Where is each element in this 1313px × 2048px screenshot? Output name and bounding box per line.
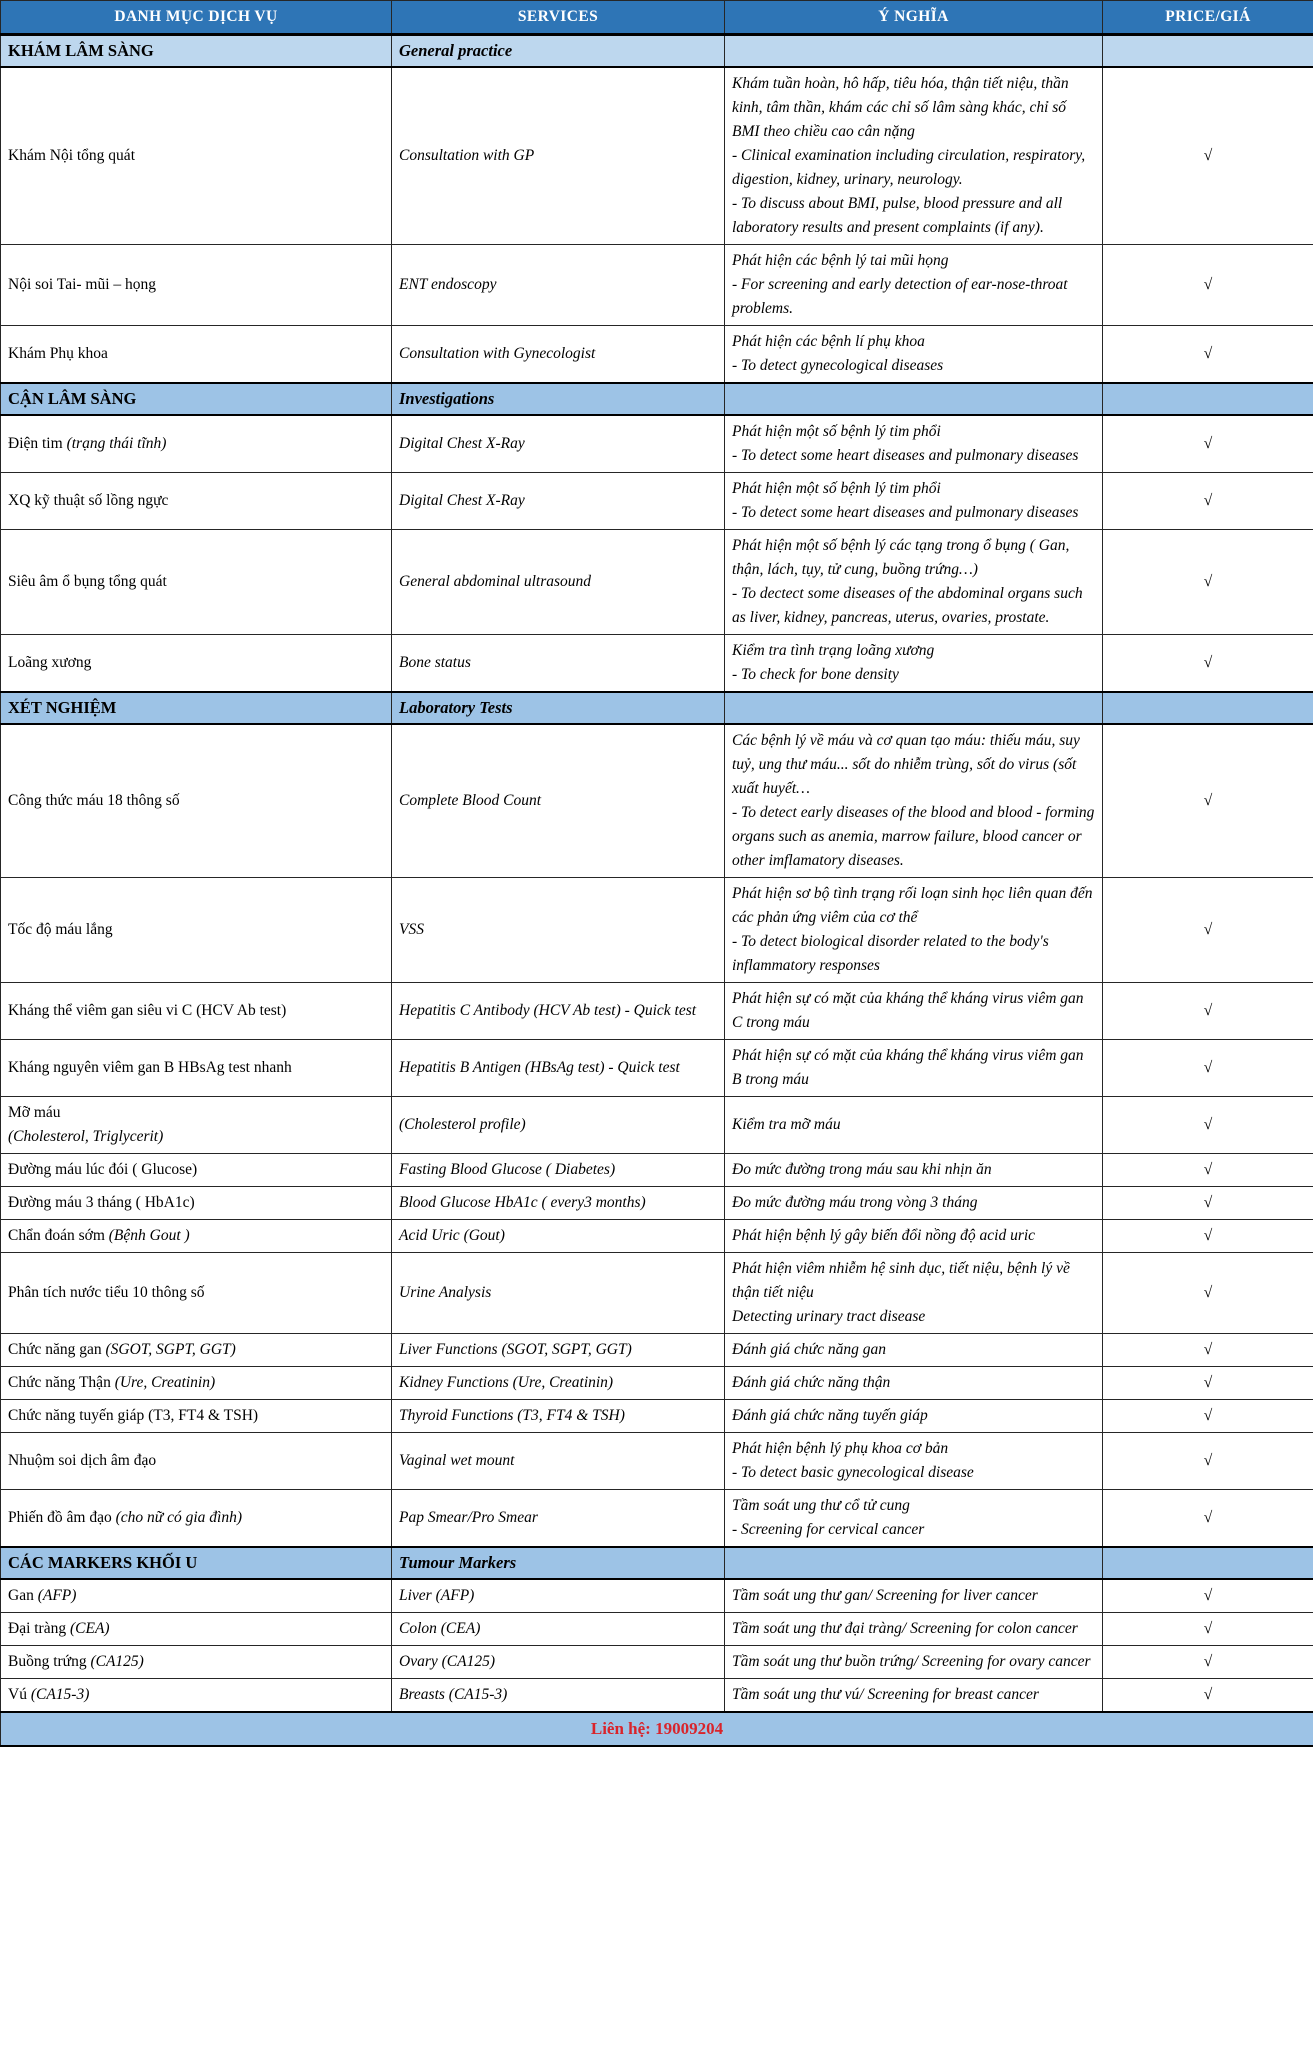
table-row xyxy=(1,415,1313,473)
category-note: (Bệnh Gout ) xyxy=(108,1227,190,1244)
category-note: (trạng thái tĩnh) xyxy=(66,435,167,452)
meaning-cell xyxy=(725,1679,1103,1713)
table-row xyxy=(1,245,1313,326)
service-cell: Kidney Functions (Ure, Creatinin) xyxy=(392,1367,725,1400)
table-row xyxy=(1,1097,1313,1154)
table-row xyxy=(1,473,1313,530)
table-row xyxy=(1,67,1313,245)
price-check-cell xyxy=(1103,1220,1313,1253)
section-empty-cell xyxy=(1103,383,1313,415)
category-note: (AFP) xyxy=(37,1587,77,1604)
meaning-line: - To detect some heart diseases and pulmonary diseases xyxy=(732,504,1079,521)
category-note: (SGOT, SGPT, GGT) xyxy=(105,1341,236,1358)
service-cell: ENT endoscopy xyxy=(392,245,725,326)
meaning-line: - To detect gynecological diseases xyxy=(732,357,944,374)
meaning-cell xyxy=(725,635,1103,693)
section-title-en: General practice xyxy=(392,35,725,68)
meaning-cell xyxy=(725,1187,1103,1220)
meaning-line: Đánh giá chức năng thận xyxy=(732,1374,891,1391)
category-cell xyxy=(1,67,392,245)
service-cell: Thyroid Functions (T3, FT4 & TSH) xyxy=(392,1400,725,1433)
category-cell xyxy=(1,1613,392,1646)
meaning-cell xyxy=(725,1097,1103,1154)
table-row xyxy=(1,1040,1313,1097)
meaning-line: Phát hiện một số bệnh lý tim phổi xyxy=(732,423,941,440)
category-note: (cho nữ có gia đình) xyxy=(115,1509,243,1526)
section-title-vi: XÉT NGHIỆM xyxy=(1,692,392,724)
category-name: Kháng thể viêm gan siêu vi C (HCV Ab test) xyxy=(8,1002,287,1019)
table-row xyxy=(1,1579,1313,1613)
check-icon: √ xyxy=(1203,345,1213,362)
check-icon: √ xyxy=(1203,147,1213,164)
meaning-line: Detecting urinary tract disease xyxy=(732,1308,926,1325)
check-icon: √ xyxy=(1203,1452,1213,1469)
meaning-line: Kiểm tra tình trạng loãng xương xyxy=(732,642,935,659)
category-name: Gan xyxy=(8,1587,34,1604)
category-name: Điện tim xyxy=(8,435,63,452)
section-title-vi: CÁC MARKERS KHỐI U xyxy=(1,1547,392,1579)
table-row xyxy=(1,1490,1313,1548)
price-check-cell xyxy=(1103,245,1313,326)
meaning-cell xyxy=(725,1367,1103,1400)
meaning-line: Phát hiện bệnh lý gây biến đổi nồng độ acid uric xyxy=(732,1227,1036,1244)
check-icon: √ xyxy=(1203,1653,1213,1670)
meaning-cell xyxy=(725,245,1103,326)
meaning-cell xyxy=(725,878,1103,983)
column-header-meaning: Ý NGHĨA xyxy=(725,1,1103,35)
section-empty-cell xyxy=(1103,692,1313,724)
check-icon: √ xyxy=(1203,492,1213,509)
check-icon: √ xyxy=(1203,921,1213,938)
check-icon: √ xyxy=(1203,1002,1213,1019)
meaning-cell xyxy=(725,1154,1103,1187)
meaning-line: - Clinical examination including circulation, respiratory, digestion, kidney, urinary, neurology. xyxy=(732,147,1086,188)
price-check-cell xyxy=(1103,67,1313,245)
check-icon: √ xyxy=(1203,792,1213,809)
price-check-cell xyxy=(1103,1433,1313,1490)
meaning-line: Tầm soát ung thư đại tràng/ Screening for colon cancer xyxy=(732,1620,1078,1637)
category-name: Chức năng Thận xyxy=(8,1374,111,1391)
table-row xyxy=(1,983,1313,1040)
category-note: (Ure, Creatinin) xyxy=(114,1374,216,1391)
section-row xyxy=(1,692,1313,724)
meaning-line: Tầm soát ung thư buồn trứng/ Screening for ovary cancer xyxy=(732,1653,1091,1670)
section-empty-cell xyxy=(725,1547,1103,1579)
category-cell xyxy=(1,1433,392,1490)
meaning-cell xyxy=(725,326,1103,384)
check-icon: √ xyxy=(1203,1407,1213,1424)
meaning-line: - To dectect some diseases of the abdominal organs such as liver, kidney, pancreas, uterus, ovaries, prostate. xyxy=(732,585,1083,626)
section-title-en: Laboratory Tests xyxy=(392,692,725,724)
column-header-price: PRICE/GIÁ xyxy=(1103,1,1313,35)
category-name: Kháng nguyên viêm gan B HBsAg test nhanh xyxy=(8,1059,292,1076)
meaning-line: Đo mức đường máu trong vòng 3 tháng xyxy=(732,1194,978,1211)
meaning-line: Phát hiện các bệnh lý tai mũi họng xyxy=(732,252,949,269)
category-cell xyxy=(1,1579,392,1613)
price-check-cell xyxy=(1103,1040,1313,1097)
meaning-line: - To check for bone density xyxy=(732,666,899,683)
meaning-line: - For screening and early detection of ear-nose-throat problems. xyxy=(732,276,1068,317)
column-header-category: DANH MỤC DỊCH VỤ xyxy=(1,1,392,35)
meaning-cell xyxy=(725,724,1103,878)
meaning-cell xyxy=(725,1646,1103,1679)
price-check-cell xyxy=(1103,415,1313,473)
service-cell: Acid Uric (Gout) xyxy=(392,1220,725,1253)
category-cell xyxy=(1,635,392,693)
category-cell xyxy=(1,1400,392,1433)
table-row xyxy=(1,1253,1313,1334)
check-icon: √ xyxy=(1203,276,1213,293)
service-cell: Digital Chest X-Ray xyxy=(392,473,725,530)
meaning-cell xyxy=(725,1040,1103,1097)
check-icon: √ xyxy=(1203,1620,1213,1637)
section-row xyxy=(1,35,1313,68)
service-cell: Hepatitis B Antigen (HBsAg test) - Quick test xyxy=(392,1040,725,1097)
footer-row xyxy=(1,1712,1313,1746)
meaning-cell xyxy=(725,1433,1103,1490)
meaning-line: Phát hiện một số bệnh lý các tạng trong ổ bụng ( Gan, thận, lách, tụy, tử cung, buồng trứng…) xyxy=(732,537,1070,578)
meaning-line: Đánh giá chức năng tuyến giáp xyxy=(732,1407,928,1424)
category-name: Loãng xương xyxy=(8,654,92,671)
category-cell xyxy=(1,983,392,1040)
service-cell: Bone status xyxy=(392,635,725,693)
price-check-cell xyxy=(1103,1367,1313,1400)
table-row xyxy=(1,1613,1313,1646)
meaning-cell xyxy=(725,1220,1103,1253)
category-cell xyxy=(1,1040,392,1097)
price-check-cell xyxy=(1103,724,1313,878)
meaning-line: - Screening for cervical cancer xyxy=(732,1521,925,1538)
category-name: Công thức máu 18 thông số xyxy=(8,792,180,809)
section-title-en: Tumour Markers xyxy=(392,1547,725,1579)
service-cell: Colon (CEA) xyxy=(392,1613,725,1646)
price-check-cell xyxy=(1103,1490,1313,1548)
section-empty-cell xyxy=(725,692,1103,724)
table-row xyxy=(1,1154,1313,1187)
check-icon: √ xyxy=(1203,573,1213,590)
meaning-line: - To detect biological disorder related to the body's inflammatory responses xyxy=(732,933,1049,974)
contact-info: Liên hệ: 19009204 xyxy=(1,1712,1313,1746)
category-name: Nội soi Tai- mũi – họng xyxy=(8,276,157,293)
table-row xyxy=(1,1334,1313,1367)
category-cell xyxy=(1,1187,392,1220)
category-name: Mỡ máu xyxy=(8,1104,61,1121)
table-row xyxy=(1,878,1313,983)
category-name: Chẩn đoán sớm xyxy=(8,1227,105,1244)
meaning-line: - To discuss about BMI, pulse, blood pressure and all laboratory results and present complaints (if any). xyxy=(732,195,1063,236)
meaning-cell xyxy=(725,983,1103,1040)
price-check-cell xyxy=(1103,1334,1313,1367)
category-note: (CEA) xyxy=(69,1620,110,1637)
category-cell xyxy=(1,1220,392,1253)
price-check-cell xyxy=(1103,1579,1313,1613)
meaning-line: - To detect some heart diseases and pulmonary diseases xyxy=(732,447,1079,464)
category-name: Chức năng gan xyxy=(8,1341,102,1358)
service-cell: Vaginal wet mount xyxy=(392,1433,725,1490)
category-cell xyxy=(1,1097,392,1154)
service-cell: Fasting Blood Glucose ( Diabetes) xyxy=(392,1154,725,1187)
service-cell: Digital Chest X-Ray xyxy=(392,415,725,473)
category-name: Siêu âm ổ bụng tổng quát xyxy=(8,573,167,590)
service-cell: Complete Blood Count xyxy=(392,724,725,878)
section-empty-cell xyxy=(725,35,1103,68)
meaning-cell xyxy=(725,67,1103,245)
category-name: Buồng trứng xyxy=(8,1653,87,1670)
section-title-vi: KHÁM LÂM SÀNG xyxy=(1,35,392,68)
category-cell xyxy=(1,1367,392,1400)
check-icon: √ xyxy=(1203,1194,1213,1211)
meaning-line: Tầm soát ung thư vú/ Screening for breast cancer xyxy=(732,1686,1039,1703)
category-cell xyxy=(1,1334,392,1367)
section-empty-cell xyxy=(725,383,1103,415)
meaning-line: Đo mức đường trong máu sau khi nhịn ăn xyxy=(732,1161,992,1178)
check-icon: √ xyxy=(1203,1161,1213,1178)
category-name: Phân tích nước tiểu 10 thông số xyxy=(8,1284,205,1301)
category-note: (CA125) xyxy=(90,1653,144,1670)
category-name: Tốc độ máu lắng xyxy=(8,921,113,938)
table-row xyxy=(1,724,1313,878)
service-cell: VSS xyxy=(392,878,725,983)
table-row xyxy=(1,1187,1313,1220)
category-cell xyxy=(1,415,392,473)
section-empty-cell xyxy=(1103,35,1313,68)
service-cell: Breasts (CA15-3) xyxy=(392,1679,725,1713)
price-check-cell xyxy=(1103,1154,1313,1187)
section-row xyxy=(1,1547,1313,1579)
price-check-cell xyxy=(1103,983,1313,1040)
category-note: (CA15-3) xyxy=(30,1686,90,1703)
check-icon: √ xyxy=(1203,1686,1213,1703)
category-name: Nhuộm soi dịch âm đạo xyxy=(8,1452,157,1469)
category-name: Đường máu 3 tháng ( HbA1c) xyxy=(8,1194,195,1211)
column-header-services: SERVICES xyxy=(392,1,725,35)
price-check-cell xyxy=(1103,1400,1313,1433)
category-cell xyxy=(1,1490,392,1548)
price-check-cell xyxy=(1103,473,1313,530)
category-name: Vú xyxy=(8,1686,27,1703)
section-title-en: Investigations xyxy=(392,383,725,415)
bottom-gap xyxy=(0,1747,1313,1753)
table-row xyxy=(1,530,1313,635)
meaning-line: Tầm soát ung thư cổ tử cung xyxy=(732,1497,910,1514)
price-check-cell xyxy=(1103,1646,1313,1679)
meaning-cell xyxy=(725,473,1103,530)
category-name: Khám Nội tổng quát xyxy=(8,147,135,164)
table-row xyxy=(1,1367,1313,1400)
meaning-line: Phát hiện sự có mặt của kháng thể kháng virus viêm gan B trong máu xyxy=(732,1047,1084,1088)
service-cell: Hepatitis C Antibody (HCV Ab test) - Quick test xyxy=(392,983,725,1040)
category-cell xyxy=(1,878,392,983)
price-check-cell xyxy=(1103,1613,1313,1646)
check-icon: √ xyxy=(1203,1116,1213,1133)
section-title-vi: CẬN LÂM SÀNG xyxy=(1,383,392,415)
service-cell: (Cholesterol profile) xyxy=(392,1097,725,1154)
price-check-cell xyxy=(1103,1187,1313,1220)
meaning-line: Phát hiện các bệnh lí phụ khoa xyxy=(732,333,925,350)
category-cell xyxy=(1,530,392,635)
price-check-cell xyxy=(1103,326,1313,384)
meaning-cell xyxy=(725,1613,1103,1646)
meaning-line: Khám tuần hoàn, hô hấp, tiêu hóa, thận tiết niệu, thần kinh, tâm thần, khám các chỉ số lâm sàng khác, chỉ số BMI theo chiều cao cân nặng xyxy=(732,75,1069,140)
service-cell: Blood Glucose HbA1c ( every3 months) xyxy=(392,1187,725,1220)
meaning-line: Phát hiện bệnh lý phụ khoa cơ bản xyxy=(732,1440,949,1457)
meaning-cell xyxy=(725,1253,1103,1334)
category-cell xyxy=(1,1253,392,1334)
meaning-line: Phát hiện một số bệnh lý tim phổi xyxy=(732,480,941,497)
meaning-cell xyxy=(725,1400,1103,1433)
meaning-line: Phát hiện sơ bộ tình trạng rối loạn sinh học liên quan đến các phản ứng viêm của cơ thể xyxy=(732,885,1093,926)
table-header-row xyxy=(1,1,1313,35)
table-row xyxy=(1,1400,1313,1433)
check-icon: √ xyxy=(1203,654,1213,671)
category-name: Khám Phụ khoa xyxy=(8,345,108,362)
service-cell: General abdominal ultrasound xyxy=(392,530,725,635)
category-name: Đại tràng xyxy=(8,1620,67,1637)
price-check-cell xyxy=(1103,1679,1313,1713)
category-cell xyxy=(1,1646,392,1679)
check-icon: √ xyxy=(1203,1227,1213,1244)
meaning-line: - To detect early diseases of the blood and blood - forming organs such as anemia, marrow failure, blood cancer or other imflamatory diseases. xyxy=(732,804,1095,869)
service-cell: Pap Smear/Pro Smear xyxy=(392,1490,725,1548)
check-icon: √ xyxy=(1203,1059,1213,1076)
service-cell: Urine Analysis xyxy=(392,1253,725,1334)
meaning-line: Phát hiện sự có mặt của kháng thể kháng virus viêm gan C trong máu xyxy=(732,990,1084,1031)
section-row xyxy=(1,383,1313,415)
category-cell xyxy=(1,473,392,530)
price-check-cell xyxy=(1103,1253,1313,1334)
category-cell xyxy=(1,1154,392,1187)
meaning-line: Phát hiện viêm nhiễm hệ sinh dục, tiết niệu, bệnh lý về thận tiết niệu xyxy=(732,1260,1070,1301)
service-cell: Consultation with Gynecologist xyxy=(392,326,725,384)
meaning-line: Đánh giá chức năng gan xyxy=(732,1341,886,1358)
category-name: Đường máu lúc đói ( Glucose) xyxy=(8,1161,198,1178)
category-note: (Cholesterol, Triglycerit) xyxy=(8,1128,164,1145)
service-cell: Liver (AFP) xyxy=(392,1579,725,1613)
meaning-cell xyxy=(725,415,1103,473)
service-cell: Ovary (CA125) xyxy=(392,1646,725,1679)
price-check-cell xyxy=(1103,1097,1313,1154)
category-name: Phiến đồ âm đạo xyxy=(8,1509,112,1526)
category-cell xyxy=(1,326,392,384)
check-icon: √ xyxy=(1203,435,1213,452)
service-cell: Consultation with GP xyxy=(392,67,725,245)
check-icon: √ xyxy=(1203,1284,1213,1301)
meaning-line: Tầm soát ung thư gan/ Screening for liver cancer xyxy=(732,1587,1038,1604)
category-cell xyxy=(1,245,392,326)
meaning-cell xyxy=(725,1579,1103,1613)
meaning-cell xyxy=(725,1490,1103,1548)
price-check-cell xyxy=(1103,530,1313,635)
check-icon: √ xyxy=(1203,1341,1213,1358)
price-check-cell xyxy=(1103,635,1313,693)
service-cell: Liver Functions (SGOT, SGPT, GGT) xyxy=(392,1334,725,1367)
category-name: XQ kỹ thuật số lồng ngực xyxy=(8,492,169,509)
meaning-line: Kiểm tra mỡ máu xyxy=(732,1116,841,1133)
category-cell xyxy=(1,724,392,878)
section-empty-cell xyxy=(1103,1547,1313,1579)
price-check-cell xyxy=(1103,878,1313,983)
check-icon: √ xyxy=(1203,1509,1213,1526)
table-row xyxy=(1,1679,1313,1713)
check-icon: √ xyxy=(1203,1587,1213,1604)
table-row xyxy=(1,635,1313,693)
meaning-line: - To detect basic gynecological disease xyxy=(732,1464,974,1481)
meaning-cell xyxy=(725,1334,1103,1367)
category-cell xyxy=(1,1679,392,1713)
meaning-cell xyxy=(725,530,1103,635)
check-icon: √ xyxy=(1203,1374,1213,1391)
table-row xyxy=(1,1433,1313,1490)
table-row xyxy=(1,1220,1313,1253)
meaning-line: Các bệnh lý về máu và cơ quan tạo máu: thiếu máu, suy tuỷ, ung thư máu... sốt do nhiễm trùng, sốt do virus (sốt xuất huyết… xyxy=(732,732,1080,797)
category-name: Chức năng tuyến giáp (T3, FT4 & TSH) xyxy=(8,1407,259,1424)
table-row xyxy=(1,1646,1313,1679)
table-row xyxy=(1,326,1313,384)
